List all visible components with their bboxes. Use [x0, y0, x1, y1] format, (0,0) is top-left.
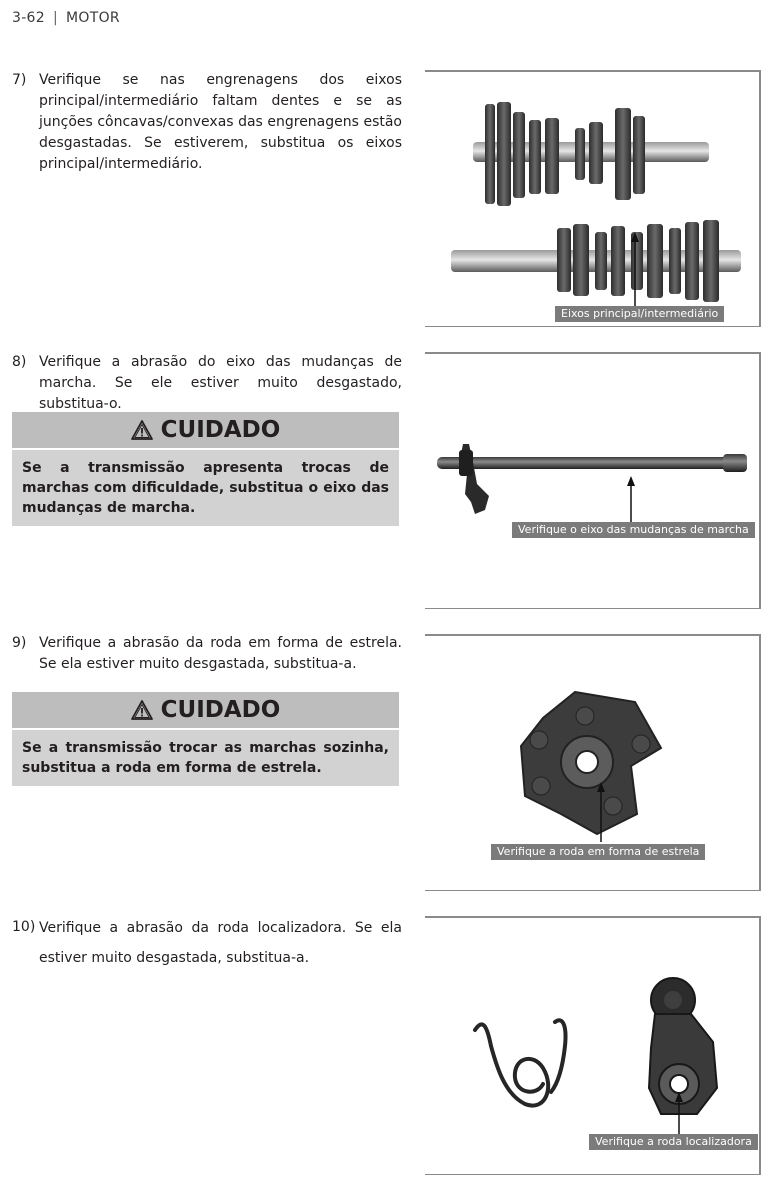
step-text: Verifique se nas engrenagens dos eixos principal/intermediário faltam dentes e se as junções côncavas/convexas das engrenagens estão desgastadas. Se estiverem, substitua os eixos principal/intermediário. [39, 72, 402, 172]
figure-main-countershafts [425, 70, 761, 327]
step-8 [12, 352, 402, 415]
figure-shift-shaft [425, 352, 761, 609]
caution-title-bar [12, 692, 399, 730]
step-number: 8) [12, 354, 27, 370]
figure-caption: Verifique a roda localizadora [589, 1134, 758, 1150]
figure-caption: Verifique a roda em forma de estrela [491, 844, 705, 860]
caution-box [12, 412, 399, 526]
caution-box [12, 692, 399, 786]
step-10 [12, 913, 402, 973]
step-text: Verifique a abrasão da roda em forma de estrela. Se ela estiver muito desgastada, substitua-a. [39, 635, 402, 672]
step-number: 10) [12, 919, 36, 935]
step-text: Verifique a abrasão da roda localizadora. Se ela estiver muito desgastada, substitua-a. [39, 920, 402, 966]
gear-shafts-illustration [425, 72, 759, 326]
locating-wheel-illustration-body [649, 978, 717, 1114]
step-7 [12, 70, 402, 175]
figure-locating-wheel [425, 916, 761, 1175]
section-title: MOTOR [66, 10, 120, 26]
page-number: 3-62 [12, 10, 45, 26]
step-9 [12, 633, 402, 675]
caution-title: CUIDADO [160, 697, 281, 723]
warning-triangle-icon [131, 700, 153, 720]
header-separator: | [52, 10, 59, 26]
spring-illustration [475, 1020, 566, 1105]
step-text: Verifique a abrasão do eixo das mudanças de marcha. Se ele estiver muito desgastado, substitua-o. [39, 354, 402, 412]
figure-caption: Verifique o eixo das mudanças de marcha [512, 522, 755, 538]
step-number: 7) [12, 72, 27, 88]
warning-triangle-icon [131, 420, 153, 440]
caution-title: CUIDADO [160, 417, 281, 443]
figure-caption: Eixos principal/intermediário [555, 306, 724, 322]
page-header [12, 10, 120, 26]
figure-star-wheel [425, 634, 761, 891]
caution-text: Se a transmissão trocar as marchas sozinha, substitua a roda em forma de estrela. [22, 740, 389, 776]
caution-title-bar [12, 412, 399, 450]
shift-shaft-illustration [425, 354, 759, 608]
step-number: 9) [12, 635, 27, 651]
caution-text: Se a transmissão apresenta trocas de marchas com dificuldade, substitua o eixo das mudanças de marcha. [22, 460, 389, 516]
